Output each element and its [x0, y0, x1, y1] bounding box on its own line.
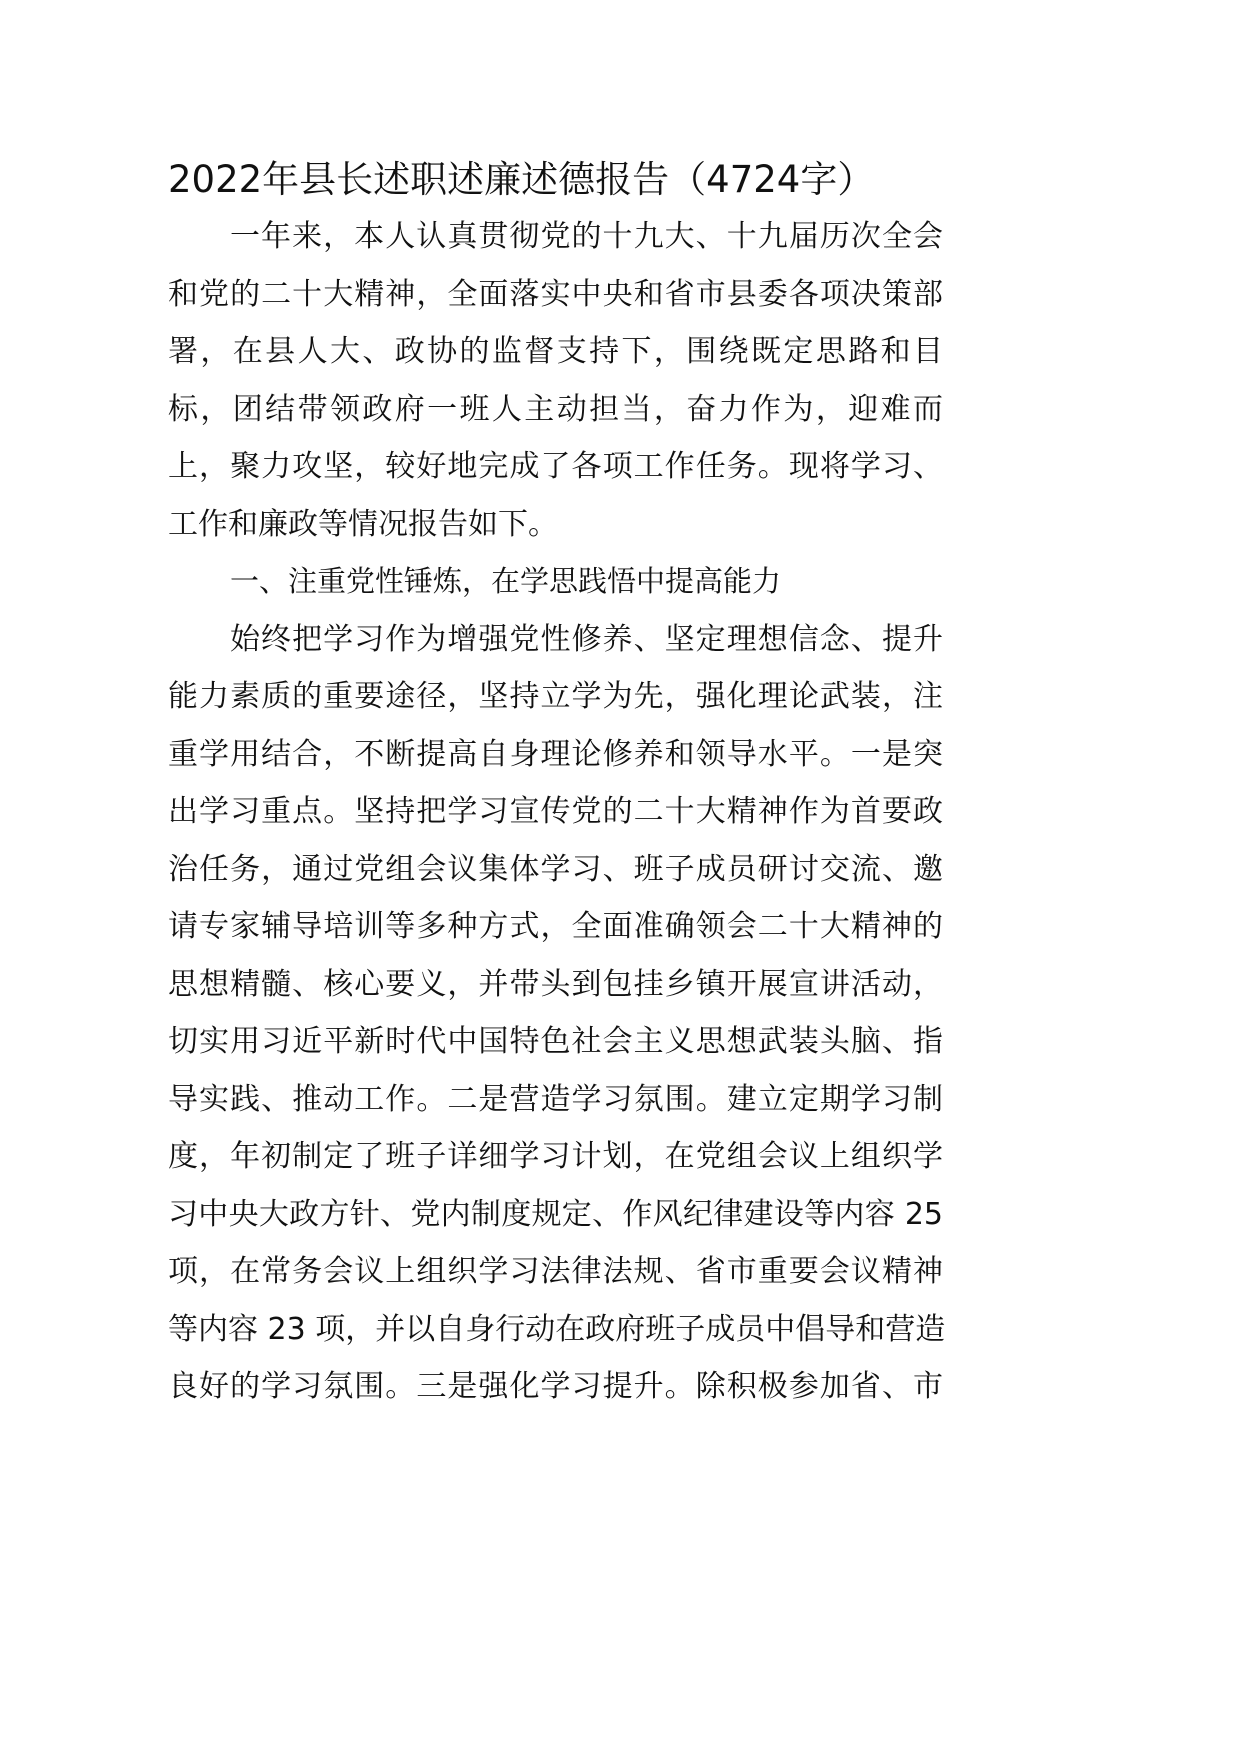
paragraph-2-line: 始终把学习作为增强党性修养、坚定理想信念、提升: [230, 621, 943, 657]
paragraph-2-line: 治任务，通过党组会议集体学习、班子成员研讨交流、邀: [168, 851, 943, 887]
document-title: 2022年县长述职述廉述德报告（4724字）: [168, 158, 875, 201]
paragraph-2-line: 导实践、推动工作。二是营造学习氛围。建立定期学习制: [168, 1081, 943, 1117]
paragraph-2-line: 重学用结合，不断提高自身理论修养和领导水平。一是突: [168, 736, 943, 772]
paragraph-1-line: 和党的二十大精神，全面落实中央和省市县委各项决策部: [168, 276, 943, 312]
paragraph-2-line: 项，在常务会议上组织学习法律法规、省市重要会议精神: [168, 1254, 943, 1289]
paragraph-2-line: 度，年初制定了班子详细学习计划，在党组会议上组织学: [168, 1139, 943, 1174]
paragraph-1-line: 署，在县人大、政协的监督支持下，围绕既定思路和目: [168, 334, 943, 369]
section-heading: 一、注重党性锤炼，在学思践悟中提高能力: [230, 564, 782, 598]
paragraph-2-line: 切实用习近平新时代中国特色社会主义思想武装头脑、指: [168, 1024, 943, 1059]
paragraph-1-line: 工作和廉政等情况报告如下。: [168, 506, 558, 542]
paragraph-1-line: 一年来，本人认真贯彻党的十九大、十九届历次全会: [230, 219, 943, 254]
paragraph-2-line: 出学习重点。坚持把学习宣传党的二十大精神作为首要政: [168, 794, 943, 829]
paragraph-2-line: 习中央大政方针、党内制度规定、作风纪律建设等内容 25: [168, 1196, 943, 1232]
paragraph-1-line: 标，团结带领政府一班人主动担当，奋力作为，迎难而: [168, 391, 943, 427]
paragraph-2-line: 能力素质的重要途径，坚持立学为先，强化理论武装，注: [168, 679, 943, 714]
paragraph-2-line: 思想精髓、核心要义，并带头到包挂乡镇开展宣讲活动，: [168, 966, 943, 1002]
paragraph-1-line: 上，聚力攻坚，较好地完成了各项工作任务。现将学习、: [168, 449, 943, 484]
document-body: [168, 208, 946, 1416]
paragraph-2-line: 良好的学习氛围。三是强化学习提升。除积极参加省、市: [168, 1369, 943, 1404]
paragraph-2-line: 请专家辅导培训等多种方式，全面准确领会二十大精神的: [168, 909, 943, 944]
paragraph-2-line: 等内容 23 项，并以自身行动在政府班子成员中倡导和营造: [168, 1311, 946, 1347]
